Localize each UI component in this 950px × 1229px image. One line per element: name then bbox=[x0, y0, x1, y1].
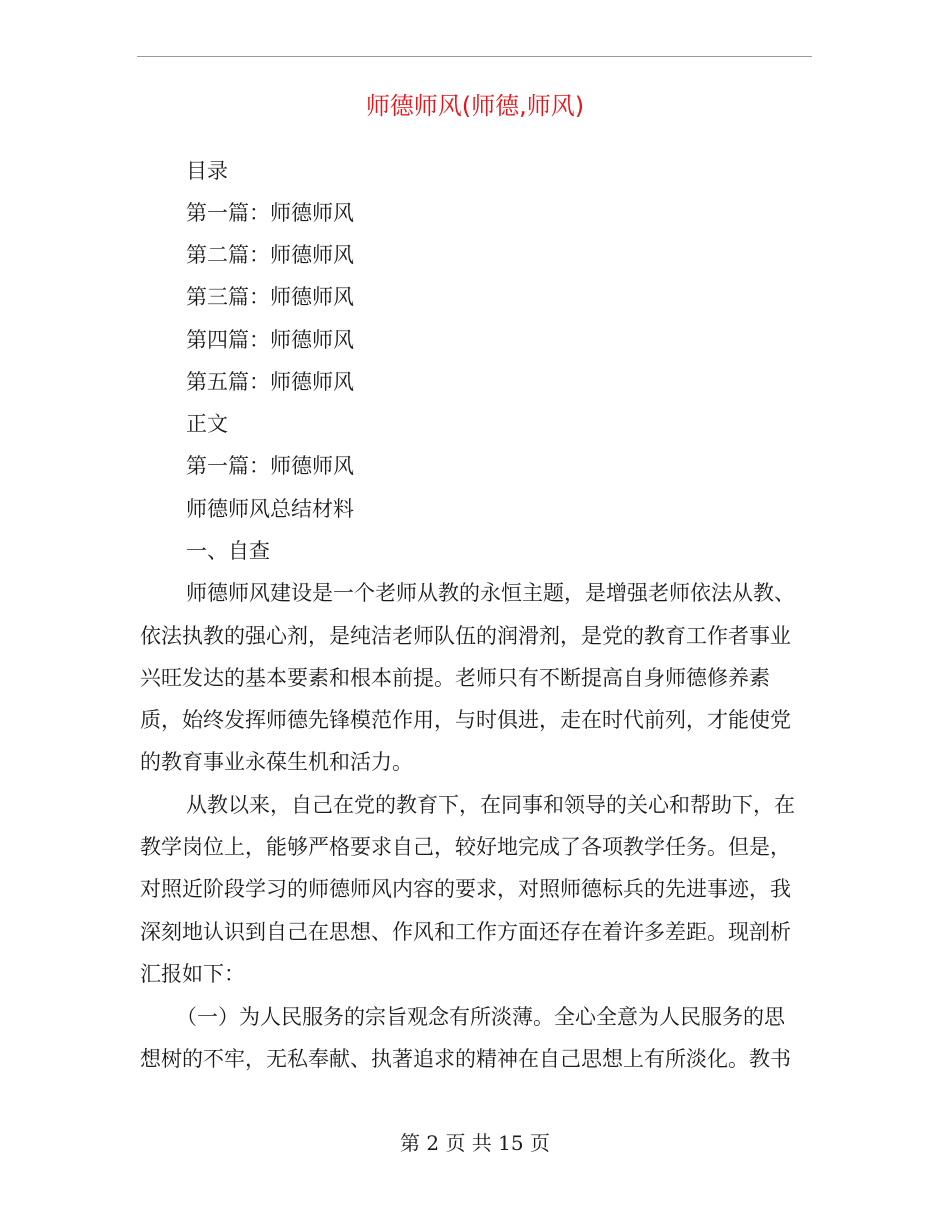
toc-heading: 目录 bbox=[186, 159, 228, 183]
paragraph-1-line: 的教育事业永葆生机和活力。 bbox=[140, 750, 413, 774]
paragraph-2-line: 从教以来，自己在党的教育下，在同事和领导的关心和帮助下，在 bbox=[186, 793, 795, 817]
paragraph-2-line: 汇报如下： bbox=[140, 962, 245, 986]
toc-item-5: 第五篇：师德师风 bbox=[186, 370, 354, 394]
header-rule bbox=[137, 56, 812, 57]
paragraph-1-line: 兴旺发达的基本要素和根本前提。老师只有不断提高自身师德修养素 bbox=[140, 666, 770, 690]
toc-item-3: 第三篇：师德师风 bbox=[186, 285, 354, 309]
paragraph-1-line: 师德师风建设是一个老师从教的永恒主题，是增强老师依法从教、 bbox=[186, 581, 795, 605]
paragraph-3-line: （一）为人民服务的宗旨观念有所淡薄。全心全意为人民服务的思 bbox=[176, 1005, 785, 1029]
page-indicator: 第 2 页 共 15 页 bbox=[400, 1131, 550, 1155]
section-heading: 师德师风总结材料 bbox=[186, 497, 354, 521]
paragraph-2-line: 教学岗位上，能够严格要求自己，较好地完成了各项教学任务。但是， bbox=[140, 835, 791, 859]
body-heading: 正文 bbox=[186, 412, 228, 436]
paragraph-3-line: 想树的不牢，无私奉献、执著追求的精神在自己思想上有所淡化。教书 bbox=[140, 1047, 791, 1071]
toc-item-1: 第一篇：师德师风 bbox=[186, 201, 354, 225]
paragraph-2-line: 深刻地认识到自己在思想、作风和工作方面还存在着许多差距。现剖析 bbox=[140, 920, 791, 944]
subsection-heading: 一、自查 bbox=[186, 539, 270, 563]
chapter-heading: 第一篇：师德师风 bbox=[186, 454, 354, 478]
document-title: 师德师风(师德,师风) bbox=[365, 92, 585, 120]
toc-item-4: 第四篇：师德师风 bbox=[186, 328, 354, 352]
toc-item-2: 第二篇：师德师风 bbox=[186, 243, 354, 267]
paragraph-1-line: 质，始终发挥师德先锋模范作用，与时俱进，走在时代前列，才能使党 bbox=[140, 708, 791, 732]
paragraph-2-line: 对照近阶段学习的师德师风内容的要求，对照师德标兵的先进事迹，我 bbox=[140, 877, 791, 901]
paragraph-1-line: 依法执教的强心剂，是纯洁老师队伍的润滑剂，是党的教育工作者事业 bbox=[140, 624, 791, 648]
